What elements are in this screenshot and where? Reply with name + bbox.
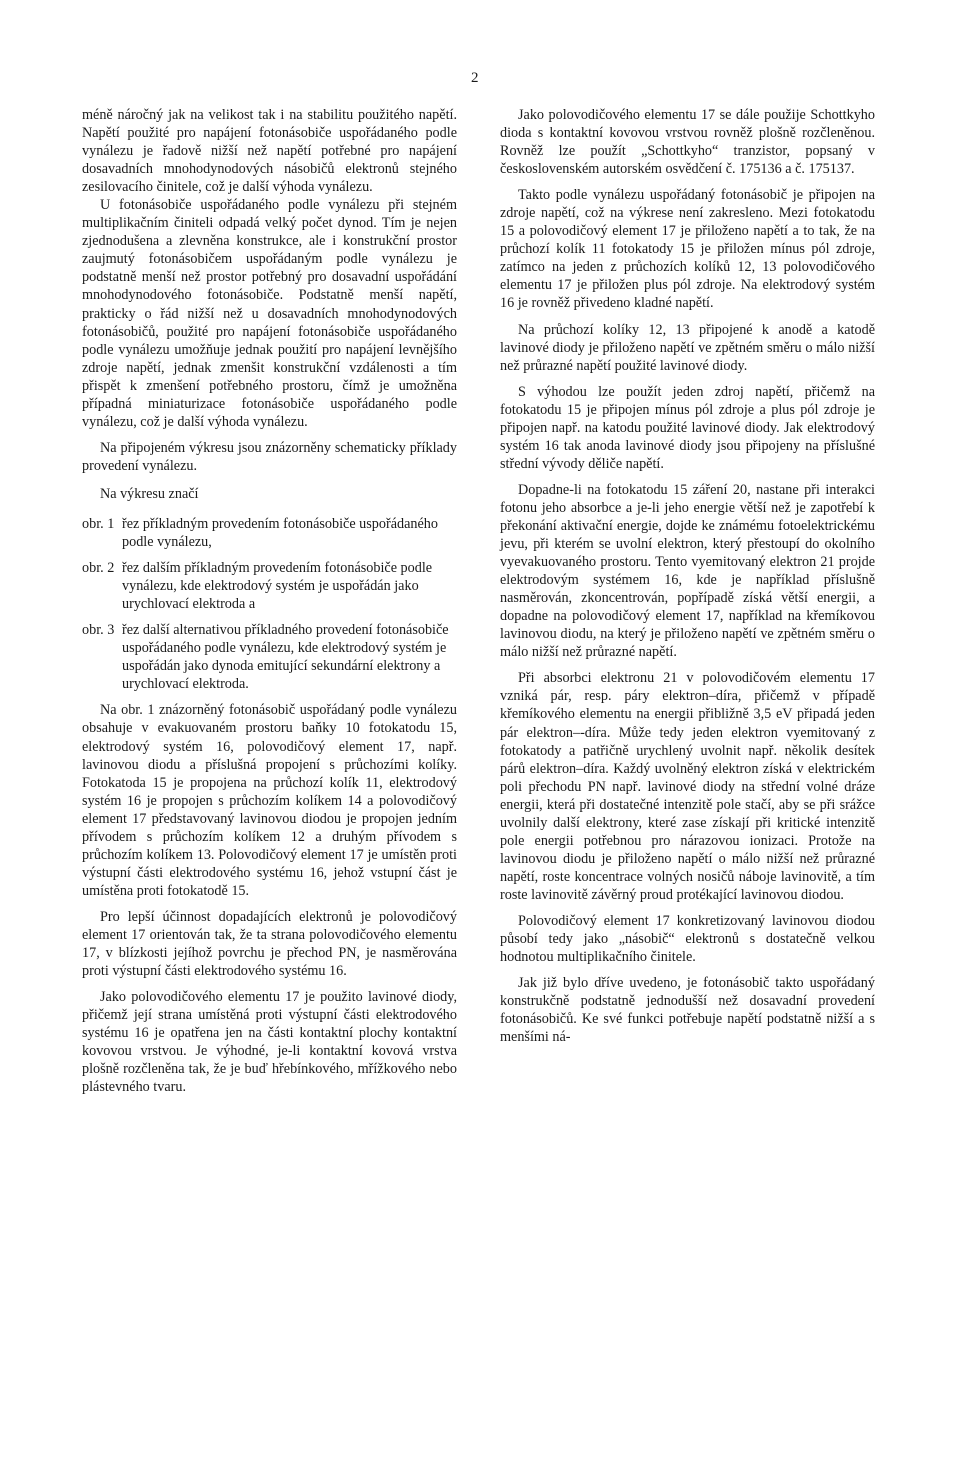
paragraph: Jako polovodičového elementu 17 se dále použije Schottkyho dioda s kontaktní kovovou vrstvou rovněž plošně rozčleněnou. Rovněž lze použít „Schottkyho“ tranzistor, popsaný v československém autorském osvědčení č. 175136 a č. 175137.	[500, 107, 875, 178]
paragraph: Polovodičový element 17 konkretizovaný lavinovou diodou působí tedy jako „násobič“ elektronů s dostatečně velkou hodnotou multiplikačního činitele.	[500, 912, 875, 966]
right-column	[500, 106, 875, 1046]
paragraph: Takto podle vynálezu uspořádaný fotonásobič je připojen na zdroje napětí, což na výkrese není zakresleno. Mezi fotokatodu 15 a polovodičový element 17 je přiloženo napětí a to tak, že na průchozí kolík 11 fotokatody 15 je přiložen mínus pól zdroje, zatímco na jeden z průchozích kolíků 12, 13 polovodičového elementu 17 je přiložen plus pól zdroje. Na elektrodový systém 16 je rovněž přivedeno kladné napětí.	[500, 187, 875, 312]
left-column	[82, 106, 457, 1096]
page-number: 2	[471, 70, 479, 86]
figure-description: řez dalším příkladným provedením fotonásobiče podle vynálezu, kde elektrodový systém je uspořádán jako urychlovací elektroda a	[122, 560, 433, 613]
paragraph: Pro lepší účinnost dopadajících elektronů je polovodičový element 17 orientován tak, že ta strana polovodičového elementu 17, v blízkosti jejíhož povrchu je přechod PN, je nasměrována proti výstupní části elektrodového systému 16.	[82, 908, 457, 980]
paragraph: U fotonásobiče uspořádaného podle vynálezu při stejném multiplikačním činiteli odpadá velký počet dynod. Tím je nejen zjednodušena a zlevněna konstrukce, ale i konstrukční prostor zaujmutý fotonásobičem uspořádaným podle vynálezu je podstatně menší než prostor potřebný pro dosavadní uspořádání mnohodynodového fotonásobiče. Podstatně menší napětí, prakticky o řád nižší než u dosavadních mnohodynodových fotonásobičů, použité pro napájení fotonásobiče uspořádaného podle vynálezu umožňuje jednak použití pro napájení levnějšího zdroje napětí, jednak zmenšit konstrukční vzdálenosti a tím přispět k zmenšení potřebného prostoru, čímž je umožněna případná miniaturizace fotonásobiče uspořádaného podle vynálezu, což je další výhoda vynálezu.	[82, 197, 457, 430]
figure-label: obr. 3	[82, 622, 115, 639]
paragraph: Na připojeném výkresu jsou znázorněny schematicky příklady provedení vynálezu.	[82, 439, 457, 474]
figure-description: řez další alternativou příkladného provedení fotonásobiče uspořádaného podle vynálezu, kde elektrodový systém je uspořádán jako dynoda emitující sekundární elektrony a urychlovací elektroda.	[122, 622, 449, 693]
figure-label: obr. 1	[82, 515, 115, 532]
paragraph: Na průchozí kolíky 12, 13 připojené k anodě a katodě lavinové diody je přiloženo napětí ve zpětném směru o málo nižší než průrazné napětí použité lavinové diody.	[500, 321, 875, 374]
figure-legend-item	[82, 621, 457, 693]
paragraph: Dopadne-li na fotokatodu 15 záření 20, nastane při interakci fotonu jeho absorbce a je-li jeho energie větší než je zapotřebí k překonání aktivační energie, dojde ke známému fotoelektrickému jevu, při kterém se uvolní elektron, který přestoupí do okolního vyevakuovaného prostoru. Tento vyemitovaný elektron 21 projde elektrodovým systémem 16, kde je například příslušně nasměrován, zkoncentrován, popřípadě získá větší energii, a dopadne na polovodičový element 17, například na křemíkovou lavinovou diodu, na který je přiloženo napětí ve zpětném směru o málo nižší než průrazné napětí.	[500, 481, 875, 661]
figure-legend-item	[82, 515, 457, 551]
figure-label: obr. 2	[82, 560, 115, 577]
paragraph: méně náročný jak na velikost tak i na stabilitu použitého napětí. Napětí použité pro napájení fotonásobiče uspořádaného podle vynálezu je řadově nižší než napětí potřebné pro napájení dosavadních mnohodynodových násobičů elektronů stejného zesilovacího činitele, což je další výhoda vynálezu.	[82, 107, 457, 196]
figure-description: řez příkladným provedením fotonásobiče uspořádaného podle vynálezu,	[122, 515, 438, 551]
paragraph: S výhodou lze použít jeden zdroj napětí, přičemž na fotokatodu 15 je připojen mínus pól zdroje a plus pól zdroje je připojen např. na katodu použité lavinové diody. Jak elektrodový systém 16 tak anoda lavinové diody jsou připojeny na příslušné střední vývody děliče napětí.	[500, 383, 875, 472]
legend-heading: Na výkresu značí	[100, 485, 199, 502]
paragraph: Jak již bylo dříve uvedeno, je fotonásobič takto uspořádaný konstrukčně podstatně jednodušší než dosavadní provedení fotonásobičů. Ke své funkci potřebuje napětí podstatně nižší a s menšími ná-	[500, 975, 875, 1046]
paragraph: Jako polovodičového elementu 17 je použito lavinové diody, přičemž její strana umístěná proti výstupní části elektrodového systému 16 je opatřena jen na části kontaktní plochy kontaktní kovovou vrstvou. Je výhodné, je-li kontaktní kovová vrstva plošně rozčleněna tak, že je buď hřebínkového, mřížkového nebo plástevného tvaru.	[82, 989, 457, 1096]
paragraph: Při absorbci elektronu 21 v polovodičovém elementu 17 vzniká pár, resp. páry elektron–díra, přičemž v případě křemíkového elementu na energii přibližně 3,5 eV připadá jeden pár elektron–-díra. Může tedy jeden elektron vyemitovaný z fotokatody a patřičně urychlený uvolnit např. několik desítek párů elektron–díra. Každý uvolněný elektron získá v elektrickém poli přechodu PN např. lavinové diody na střední volné dráze energii, která při dostatečné intenzitě pole stačí, aby se při srážce uvolnily další elektrony, které zase získají při kritické intenzitě pole energii potřebnou pro nárazovou ionizaci. Protože na lavinovou diodu je přiloženo napětí o málo nižší než průrazné napětí, roste koncentrace volných nosičů náboje lavinovitě, a tím roste lavinovitě závěrný proud protékající lavinovou diodou.	[500, 670, 875, 903]
paragraph: Na obr. 1 znázorněný fotonásobič uspořádaný podle vynálezu obsahuje v evakuovaném prostoru baňky 10 fotokatodu 15, elektrodový systém 16, polovodičový element 17, např. lavinovou diodu a příslušná propojení s průchozími kolíky. Fotokatoda 15 je propojena na průchozí kolík 11, elektrodový systém 16 je propojen s průchozím kolíkem 14 a polovodičový element 17 představovaný lavinovou diodou je propojen jedním přívodem s průchozím kolíkem 12 a druhým přívodem s průchozím kolíkem 13. Polovodičový element 17 je umístěn proti výstupní části elektrodového systému 16, jehož vstupní část je umístěna proti fotokatodě 15.	[82, 702, 457, 899]
figure-legend-item	[82, 559, 457, 613]
